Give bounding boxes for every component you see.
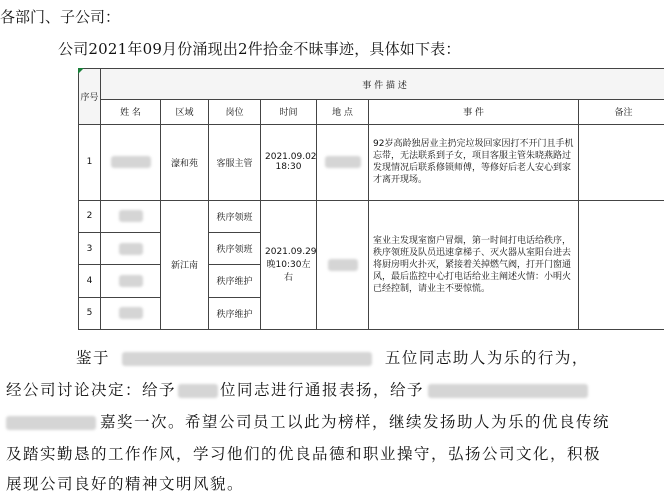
header-seq: 序号 bbox=[79, 69, 101, 125]
redacted-names bbox=[428, 384, 588, 398]
intro-paragraph: 公司2021年09月份涌现出2件拾金不昧事迹，具体如下表： bbox=[58, 40, 461, 58]
redacted-name bbox=[101, 200, 161, 232]
row-note bbox=[579, 200, 664, 329]
p2-b: 位同志进行通报表扬，给予 bbox=[220, 381, 425, 399]
row-event: 室业主发现室窗户冒烟，第一时间打电话给秩序，秩序领班及队员迅速拿梯子、灭火器从室阳台进去将厨房明火扑灭，紧接着关掉燃气阀，打开门窗通风，最后监控中心打电话给业主阐述火情：小明火已经控制，请业主不要惊慌。 bbox=[369, 200, 579, 329]
row-region: 新江南 bbox=[161, 200, 209, 329]
row-post: 秩序领班 bbox=[209, 200, 261, 232]
redacted-name bbox=[101, 124, 161, 200]
row-post: 秩序领班 bbox=[209, 232, 261, 264]
redacted-name bbox=[101, 265, 161, 297]
table-row bbox=[79, 200, 664, 232]
paragraph-line: 及踏实勤恳的工作作风，学习他们的优良品德和职业操守，弘扬公司文化，积极 bbox=[6, 445, 602, 463]
paragraph-line: 展现公司良好的精神文明风貌。 bbox=[6, 475, 245, 493]
header-region: 区域 bbox=[161, 100, 209, 125]
cell-corner-marker bbox=[78, 68, 84, 74]
row-seq: 3 bbox=[79, 232, 101, 264]
header-time: 时间 bbox=[261, 100, 317, 125]
row-seq: 1 bbox=[79, 124, 101, 200]
header-note: 备注 bbox=[579, 100, 664, 125]
greeting: 各部门、子公司： bbox=[0, 8, 121, 26]
redacted-names bbox=[6, 416, 96, 430]
paragraph-line bbox=[6, 378, 588, 400]
redacted-name bbox=[101, 232, 161, 264]
paragraph-line bbox=[76, 346, 589, 368]
row-post: 客服主管 bbox=[209, 124, 261, 200]
row-note bbox=[579, 124, 664, 200]
row-seq: 2 bbox=[79, 200, 101, 232]
row-event: 92岁高龄独居业主扔完垃圾回家因打不开门且手机忘带，无法联系到子女，项目客服主管朱晓燕路过发现情况后联系修锁师傅，等修好后老人安心到家才离开现场。 bbox=[369, 124, 579, 200]
row-seq: 4 bbox=[79, 265, 101, 297]
header-event: 事 件 bbox=[369, 100, 579, 125]
row-seq: 5 bbox=[79, 297, 101, 329]
row-time: 2021.09.02 18:30 bbox=[261, 124, 317, 200]
row-post: 秩序维护 bbox=[209, 297, 261, 329]
event-table bbox=[78, 68, 664, 330]
redacted-place bbox=[317, 200, 369, 329]
redacted-place bbox=[317, 124, 369, 200]
row-time: 2021.09.29 晚10:30左右 bbox=[261, 200, 317, 329]
redacted-names bbox=[178, 384, 218, 398]
header-place: 地 点 bbox=[317, 100, 369, 125]
redacted-name bbox=[101, 297, 161, 329]
paragraph-line bbox=[6, 410, 610, 432]
row-post: 秩序维护 bbox=[209, 265, 261, 297]
p1-end: 五位同志助人为乐的行为， bbox=[384, 349, 589, 367]
p3-text: 嘉奖一次。希望公司员工以此为榜样，继续发扬助人为乐的优良传统 bbox=[100, 413, 611, 431]
header-name: 姓 名 bbox=[101, 100, 161, 125]
row-region: 濠和苑 bbox=[161, 124, 209, 200]
header-event-description: 事 件 描 述 bbox=[101, 69, 664, 100]
redacted-names bbox=[122, 352, 372, 366]
table-row bbox=[79, 124, 664, 200]
header-post: 岗位 bbox=[209, 100, 261, 125]
p1-start: 鉴于 bbox=[76, 349, 111, 367]
p2-a: 经公司讨论决定：给予 bbox=[6, 381, 177, 399]
